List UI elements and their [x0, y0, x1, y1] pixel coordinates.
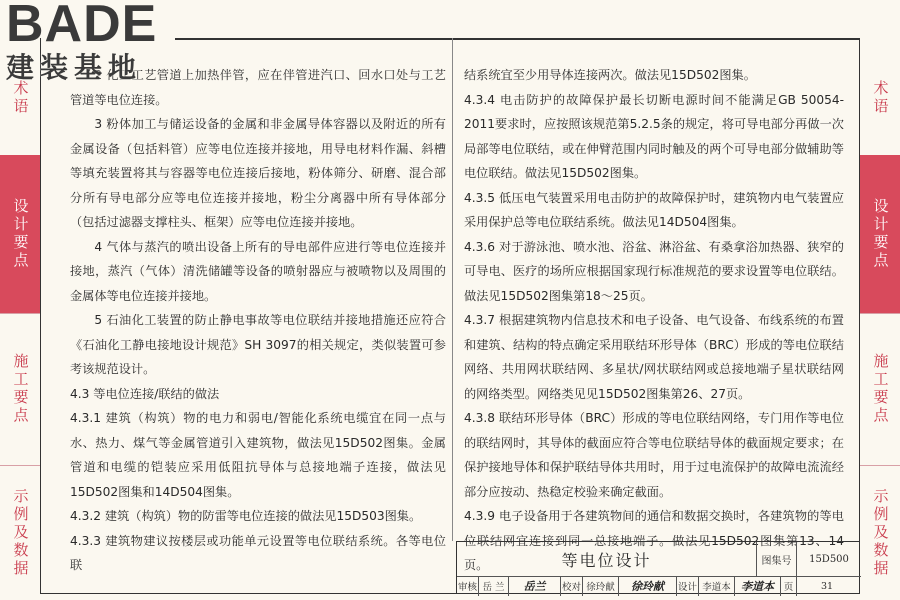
checker-name: 徐玲献	[583, 577, 619, 596]
checker-signature: 徐玲献	[619, 577, 677, 596]
drawing-title: 等电位设计	[457, 542, 757, 576]
tab-divider	[860, 465, 900, 466]
paragraph: 5 石油化工装置的防止静电事故等电位联结并接地措施还应符合《石油化工静电接地设计规范》SH 3097的相关规定，类似装置可参考该规范设计。	[70, 313, 446, 376]
paragraph: 3 粉体加工与储运设备的金属和非金属导体容器以及附近的所有金属设备（包括料管）应等电位连接并接地，用导电材料作漏、斜槽等填充装置将其与容器等电位连接后接地，粉体筛分、研磨、混合部分所有导电部分应等电位连接并接地，粉尘分离器中所有导体部分（包括过滤器支撑柱头、框架）应等电位连接并接地。	[70, 117, 446, 229]
logo-tagline: 建装基地	[6, 51, 143, 84]
designer-name: 李道本	[699, 577, 735, 596]
tab-divider	[0, 465, 40, 466]
paragraph: 4.3 等电位连接/联结的做法	[70, 386, 220, 401]
logo-brand: BADE	[6, 0, 158, 53]
tab-divider	[0, 313, 40, 314]
paragraph: 4.3.6 对于游泳池、喷水池、浴盆、淋浴盆、有桑拿浴加热器、狭窄的可导电、医疗的场所应根据国家现行标准规范的要求设置等电位联结。做法见15D502图集第18～25页。	[464, 239, 844, 303]
reviewer-signature: 岳兰	[509, 577, 561, 596]
design-label: 设计	[677, 577, 699, 596]
right-tab-examples-data[interactable]	[860, 465, 900, 600]
page-frame-top-rule	[175, 38, 860, 40]
paragraph: 2 化工工艺管道上加热伴管，应在伴管进汽口、回水口处与工艺管道等电位连接。	[70, 68, 446, 107]
signature-row	[457, 576, 861, 595]
tab-label: 术语	[871, 79, 890, 116]
paragraph: 4.3.3 建筑物建议按楼层或功能单元设置等电位联结系统。各等电位联	[70, 533, 446, 572]
right-tab-terms[interactable]	[860, 40, 900, 155]
right-tab-construction-points[interactable]	[860, 313, 900, 465]
atlas-number: 15D500	[809, 553, 849, 565]
designer-signature: 李道本	[735, 577, 781, 596]
column-divider	[452, 38, 453, 541]
tab-label: 设计要点	[11, 198, 30, 270]
tab-label: 示例及数据	[11, 487, 30, 578]
paragraph: 4.3.2 建筑（构筑）物的防雷等电位连接的做法见15D503图集。	[70, 509, 422, 523]
left-tab-construction-points[interactable]	[0, 313, 40, 465]
paragraph: 结系统宜至少用导体连接两次。做法见15D502图集。	[464, 68, 756, 82]
paragraph: 4.3.5 低压电气装置采用电击防护的故障保护时，建筑物内电气装置应采用保护总等电位联结系统。做法见14D504图集。	[464, 190, 844, 229]
tab-divider	[860, 313, 900, 314]
paragraph: 4.3.7 根据建筑物内信息技术和电子设备、电气设备、布线系统的布置和建筑、结构的特点确定采用联结环形导体（BRC）形成的等电位联结网络、共用网状联结网、多星状/网状联结网或总接地端子星状联结网的网络类型。网络类见见15D502图集第26、27页。	[464, 313, 844, 401]
paragraph: 4.3.9 电子设备用于各建筑物间的通信和数据交换时，各建筑物的等电位联结网宜连接到同一总接地端子。做法见15D502图集第13、14页。	[464, 509, 844, 572]
tab-label: 术语	[11, 79, 30, 116]
paragraph: 4.3.1 建筑（构筑）物的电力和弱电/智能化系统电缆宜在同一点与水、热力、煤气等金属管道引入建筑物，做法见15D502图集。金属管道和电缆的铠装应采用低阻抗导体与总接地端子连接，做法见15D502图集和14D504图集。	[70, 411, 446, 499]
right-text-column	[464, 63, 844, 578]
atlas-number-label: 图集号	[757, 542, 797, 576]
paragraph: 4 气体与蒸汽的喷出设备上所有的导电部件应进行等电位连接并接地，蒸汽（气体）清洗储罐等设备的喷射器应与被喷物以及周围的金属体等电位连接并接地。	[70, 239, 446, 303]
reviewer-name: 岳 兰	[479, 577, 509, 596]
left-tab-examples-data[interactable]	[0, 465, 40, 600]
left-tab-design-points[interactable]	[0, 155, 40, 313]
review-label: 审核	[457, 577, 479, 596]
tab-label: 示例及数据	[871, 487, 890, 578]
tab-label: 设计要点	[871, 198, 890, 270]
title-block	[456, 541, 860, 594]
left-text-column	[70, 63, 446, 578]
tab-label: 施工要点	[871, 353, 890, 425]
page-label: 页	[781, 577, 797, 596]
right-tab-strip	[860, 0, 900, 600]
tab-label: 施工要点	[11, 353, 30, 425]
paragraph: 4.3.8 联结环形导体（BRC）形成的等电位联结网络，专门用作等电位的联结网时，其导体的截面应符合等电位联结导体的截面规定要求；在保护接地导体和保护联结导体共用时，用于过电流保护的故障电流流经部分应按动、热稳定校验来确定截面。	[464, 411, 844, 499]
check-label: 校对	[561, 577, 583, 596]
page-number: 31	[820, 580, 834, 592]
watermark-logo	[6, 0, 181, 96]
right-tab-design-points[interactable]	[860, 155, 900, 313]
paragraph: 4.3.4 电击防护的故障保护最长切断电源时间不能满足GB 50054-2011要求时，应按照该规范第5.2.5条的规定，将可导电部分再做一次局部等电位联结，或在伸臂范围内同时触及的两个可导电部分做辅助等电位联结。做法见15D502图集。	[464, 92, 844, 180]
